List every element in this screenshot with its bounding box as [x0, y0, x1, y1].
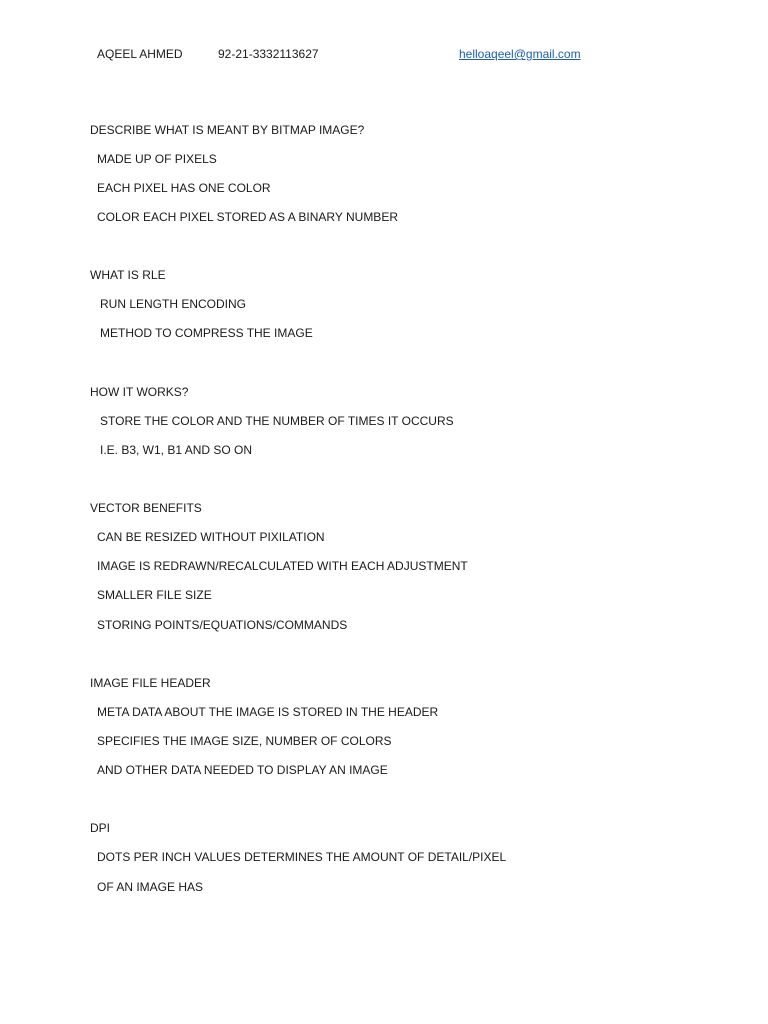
answer-line: SPECIFIES THE IMAGE SIZE, NUMBER OF COLORS: [97, 734, 392, 748]
author-name: AQEEL AHMED: [97, 47, 183, 61]
answer-line: EACH PIXEL HAS ONE COLOR: [97, 181, 271, 195]
author-email-link[interactable]: helloaqeel@gmail.com: [459, 47, 581, 61]
answer-line: MADE UP OF PIXELS: [97, 152, 217, 166]
answer-line: STORING POINTS/EQUATIONS/COMMANDS: [97, 618, 348, 632]
answer-line: META DATA ABOUT THE IMAGE IS STORED IN THE HEADER: [97, 705, 439, 719]
answer-line: CAN BE RESIZED WITHOUT PIXILATION: [97, 530, 325, 544]
answer-line: METHOD TO COMPRESS THE IMAGE: [100, 326, 313, 340]
question-dpi: DPI: [90, 821, 111, 835]
answer-line: IMAGE IS REDRAWN/RECALCULATED WITH EACH ADJUSTMENT: [97, 559, 468, 573]
question-vector-benefits: VECTOR BENEFITS: [90, 501, 202, 515]
answer-line: SMALLER FILE SIZE: [97, 588, 212, 602]
answer-line: I.E. B3, W1, B1 AND SO ON: [100, 443, 253, 457]
answer-line: COLOR EACH PIXEL STORED AS A BINARY NUMBER: [97, 210, 398, 224]
question-how-it-works: HOW IT WORKS?: [90, 385, 189, 399]
answer-line: AND OTHER DATA NEEDED TO DISPLAY AN IMAGE: [97, 763, 388, 777]
question-bitmap: DESCRIBE WHAT IS MEANT BY BITMAP IMAGE?: [90, 123, 365, 137]
answer-line: RUN LENGTH ENCODING: [100, 297, 247, 311]
question-rle: WHAT IS RLE: [90, 268, 166, 282]
answer-line: OF AN IMAGE HAS: [97, 880, 204, 894]
answer-line: STORE THE COLOR AND THE NUMBER OF TIMES IT OCCURS: [100, 414, 454, 428]
answer-line: DOTS PER INCH VALUES DETERMINES THE AMOUNT OF DETAIL/PIXEL: [97, 850, 507, 864]
question-image-file-header: IMAGE FILE HEADER: [90, 676, 211, 690]
author-phone: 92-21-3332113627: [218, 47, 319, 61]
